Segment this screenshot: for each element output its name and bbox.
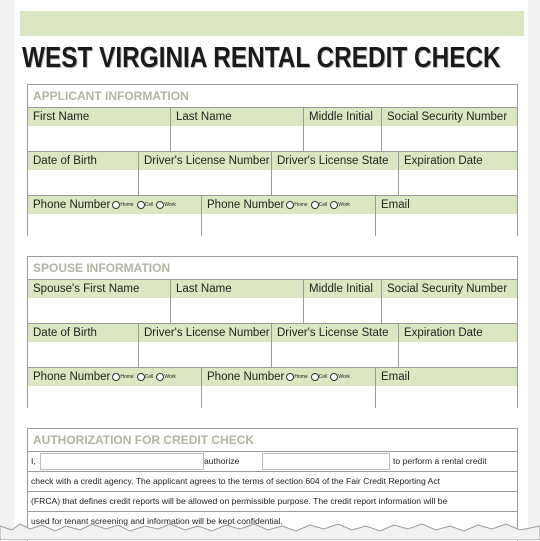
applicant-phone2-label: Phone Number	[207, 199, 285, 212]
work-option-label: Work	[164, 202, 176, 208]
applicant-heading: APPLICANT INFORMATION	[28, 85, 517, 108]
applicant-dl-state-field[interactable]	[271, 152, 399, 195]
home-option-label: Home	[294, 202, 308, 208]
applicant-dl-state-label: Driver's License State	[272, 152, 399, 170]
spouse-row-license	[28, 324, 517, 368]
applicant-last-name-field[interactable]	[170, 108, 304, 151]
applicant-phone2-field[interactable]	[201, 196, 376, 236]
applicant-email-field[interactable]	[375, 196, 517, 236]
auth-authorize-text: authorize	[204, 456, 240, 466]
home-option-label: Home	[120, 202, 134, 208]
applicant-row-license	[28, 152, 517, 196]
work-option-label: Work	[338, 202, 350, 208]
spouse-dl-number-label: Driver's License Number	[139, 324, 272, 342]
spouse-phone1-label: Phone Number	[33, 371, 111, 384]
cell-option-label: Cell	[144, 202, 154, 208]
applicant-section	[27, 84, 518, 236]
applicant-expiration-field[interactable]	[398, 152, 517, 195]
landlord-name-input[interactable]	[262, 453, 390, 470]
applicant-last-name-label: Last Name	[171, 108, 304, 126]
spouse-first-name-label: Spouse's First Name	[28, 280, 170, 298]
work-option-label: Work	[164, 374, 176, 380]
applicant-dl-number-field[interactable]	[138, 152, 272, 195]
spouse-dob-field[interactable]	[28, 324, 138, 367]
spouse-middle-initial-label: Middle Initial	[304, 280, 382, 298]
authorization-line-1	[28, 452, 517, 472]
applicant-dl-number-label: Driver's License Number	[139, 152, 272, 170]
spouse-row-contact	[28, 368, 517, 408]
spouse-expiration-field[interactable]	[398, 324, 517, 367]
spouse-email-field[interactable]	[375, 368, 517, 408]
authorization-line-3: (FRCA) that defines credit reports will be allowed on permissible purpose. The credit report information will be	[28, 492, 517, 512]
work-option-label: Work	[338, 374, 350, 380]
spouse-last-name-field[interactable]	[170, 280, 304, 323]
phone1-cell-radio[interactable]	[137, 201, 145, 209]
cell-option-label: Cell	[318, 374, 328, 380]
spouse-phone1-field[interactable]	[28, 368, 201, 408]
applicant-dob-label: Date of Birth	[28, 152, 138, 170]
spouse-ssn-label: Social Security Number	[382, 280, 517, 298]
spouse-dl-number-field[interactable]	[138, 324, 272, 367]
applicant-ssn-label: Social Security Number	[382, 108, 517, 126]
torn-edge	[0, 516, 540, 540]
auth-to-perform-text: to perform a rental credit	[393, 456, 487, 466]
applicant-first-name-label: First Name	[28, 108, 170, 126]
applicant-name-input[interactable]	[40, 453, 204, 470]
spouse-section	[27, 256, 518, 408]
applicant-middle-initial-label: Middle Initial	[304, 108, 382, 126]
spouse-heading: SPOUSE INFORMATION	[28, 257, 517, 280]
header-bar	[20, 11, 524, 36]
spouse-row-name	[28, 280, 517, 324]
spouse-phone2-field[interactable]	[201, 368, 376, 408]
applicant-dob-field[interactable]	[28, 152, 138, 195]
auth-i-label: I,	[31, 456, 36, 466]
applicant-first-name-field[interactable]	[28, 108, 170, 151]
applicant-row-contact	[28, 196, 517, 236]
spouse-last-name-label: Last Name	[171, 280, 304, 298]
home-option-label: Home	[294, 374, 308, 380]
applicant-email-label: Email	[376, 196, 517, 214]
authorization-line-4: used for tenant screening and information will be kept confidential.	[31, 516, 283, 526]
spouse-email-label: Email	[376, 368, 517, 386]
applicant-row-name	[28, 108, 517, 152]
applicant-phone1-label: Phone Number	[33, 199, 111, 212]
applicant-phone1-field[interactable]	[28, 196, 201, 236]
spouse-dl-state-label: Driver's License State	[272, 324, 399, 342]
home-option-label: Home	[120, 374, 134, 380]
cell-option-label: Cell	[144, 374, 154, 380]
spouse-phone2-cell-radio[interactable]	[311, 373, 319, 381]
form-title: WEST VIRGINIA RENTAL CREDIT CHECK	[22, 42, 501, 74]
phone2-cell-radio[interactable]	[311, 201, 319, 209]
applicant-middle-initial-field[interactable]	[303, 108, 382, 151]
authorization-heading: AUTHORIZATION FOR CREDIT CHECK	[28, 429, 517, 452]
spouse-first-name-field[interactable]	[28, 280, 170, 323]
applicant-ssn-field[interactable]	[381, 108, 517, 151]
spouse-phone2-label: Phone Number	[207, 371, 285, 384]
spouse-middle-initial-field[interactable]	[303, 280, 382, 323]
cell-option-label: Cell	[318, 202, 328, 208]
spouse-phone1-cell-radio[interactable]	[137, 373, 145, 381]
spouse-ssn-field[interactable]	[381, 280, 517, 323]
applicant-expiration-label: Expiration Date	[399, 152, 517, 170]
authorization-line-2: check with a credit agency. The applicant agrees to the terms of section 604 of the Fair Credit Reporting Act	[28, 472, 517, 492]
spouse-dl-state-field[interactable]	[271, 324, 399, 367]
spouse-dob-label: Date of Birth	[28, 324, 138, 342]
spouse-expiration-label: Expiration Date	[399, 324, 517, 342]
